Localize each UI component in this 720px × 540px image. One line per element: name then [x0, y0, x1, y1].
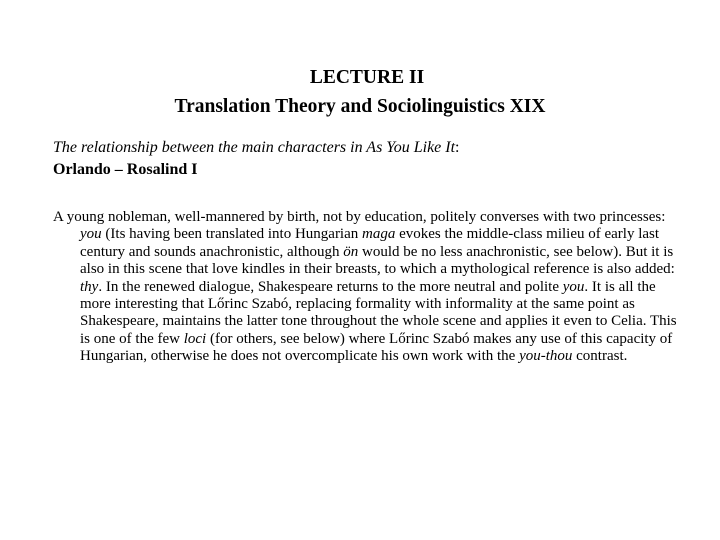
section-intro: The relationship between the main characters in As You Like It — [53, 139, 456, 156]
body-text — [53, 209, 678, 366]
italic-term: maga — [362, 226, 396, 243]
text-run: (for others, see below) where Lőrinc Szabó makes any use of this capacity of Hungarian, otherwise he does not overcomplicate his own work with the — [80, 330, 673, 365]
italic-term: ön — [343, 243, 359, 260]
italic-term: you-thou — [519, 348, 573, 365]
text-run: . It is all the more interesting that Lőrinc Szabó, replacing formality with informality at the same point as Shakespeare, maintains the latter tone throughout the whole scene and applies it even to Celia. This is one of the few — [80, 278, 677, 347]
text-run: would be no less anachronistic, see below). But it is also in this scene that love kindles in their breasts, to which a mythological reference is also added: — [80, 243, 675, 278]
section-title: Orlando – Rosalind I — [53, 161, 198, 178]
body-paragraph — [53, 209, 678, 366]
lecture-topic: Translation Theory and Sociolinguistics XIX — [174, 96, 546, 117]
italic-term: you — [562, 278, 585, 295]
italic-term: you — [80, 226, 102, 243]
text-run: (Its having been translated into Hungarian — [101, 226, 363, 243]
lecture-number: LECTURE II — [309, 67, 425, 88]
section-intro-colon: : — [455, 139, 460, 156]
italic-term: thy — [80, 278, 99, 295]
text-run: A young nobleman, well-mannered by birth, not by education, politely converses with two princesses: — [53, 209, 666, 225]
italic-term: loci — [183, 330, 207, 347]
text-run: evokes the middle-class milieu of early last century and sounds anachronistic, although — [80, 226, 660, 260]
text-run: . In the renewed dialogue, Shakespeare returns to the more neutral and polite — [98, 278, 563, 295]
slide-title — [0, 63, 720, 121]
section-heading — [53, 137, 673, 181]
text-run: contrast. — [572, 348, 628, 365]
